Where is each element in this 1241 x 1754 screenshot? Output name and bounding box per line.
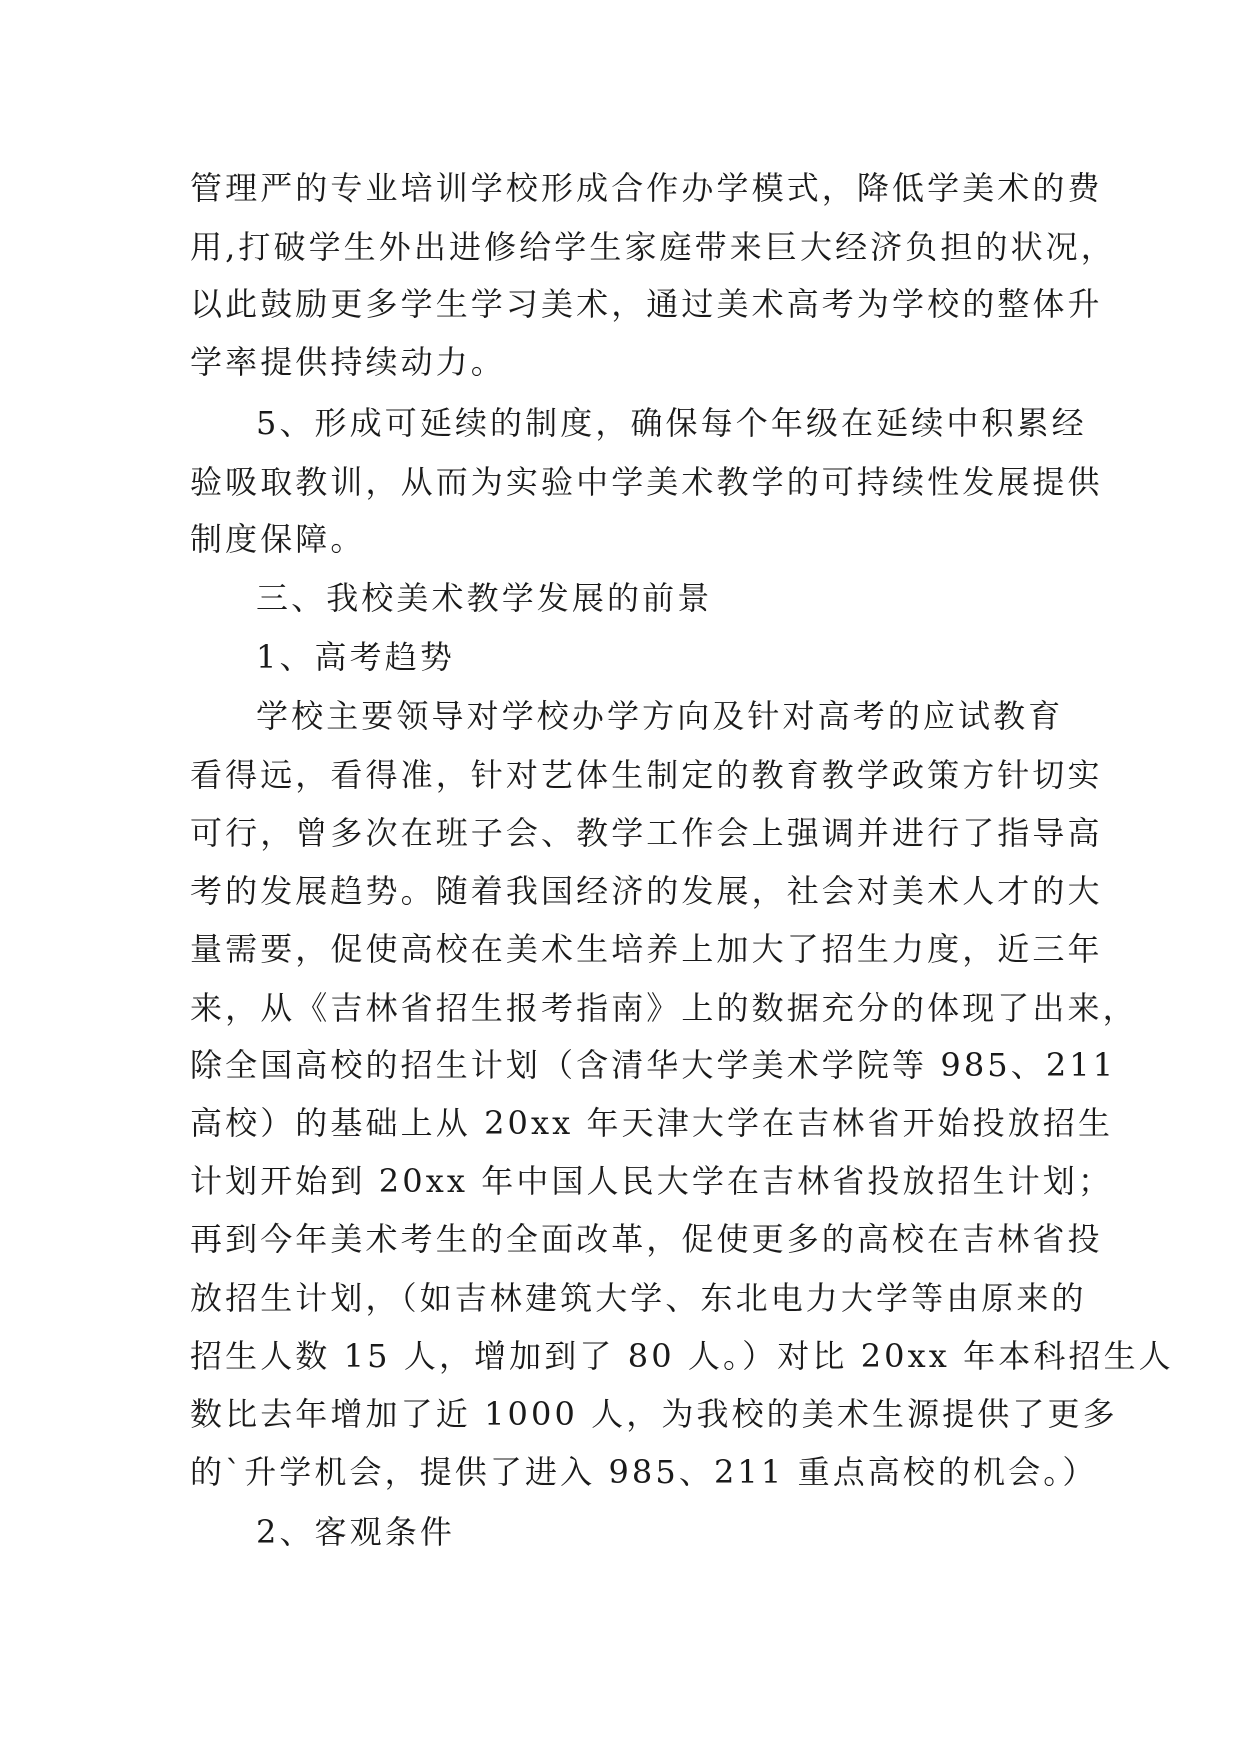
paragraph-line: 用,打破学生外出进修给学生家庭带来巨大经济负担的状况， [190, 228, 1116, 266]
paragraph-line: 放招生计划，（如吉林建筑大学、东北电力大学等由原来的 [190, 1279, 1087, 1317]
paragraph-line: 验吸取教训，从而为实验中学美术教学的可持续性发展提供 [190, 463, 1103, 501]
paragraph-line: 5、形成可延续的制度，确保每个年级在延续中积累经 [256, 404, 1087, 442]
paragraph-line: 的`升学机会，提供了进入 985、211 重点高校的机会。） [190, 1453, 1098, 1491]
paragraph-line: 再到今年美术考生的全面改革，促使更多的高校在吉林省投 [190, 1220, 1103, 1258]
paragraph-line: 学率提供持续动力。 [190, 343, 506, 381]
paragraph-line: 看得远，看得准，针对艺体生制定的教育教学政策方针切实 [190, 756, 1103, 794]
paragraph-line: 学校主要领导对学校办学方向及针对高考的应试教育 [256, 697, 1064, 735]
paragraph-line: 高校）的基础上从 20xx 年天津大学在吉林省开始投放招生 [190, 1104, 1114, 1142]
paragraph-line: 管理严的专业培训学校形成合作办学模式，降低学美术的费 [190, 169, 1103, 207]
paragraph-line: 可行，曾多次在班子会、教学工作会上强调并进行了指导高 [190, 814, 1103, 852]
subsection-heading: 2、客观条件 [256, 1513, 455, 1551]
section-heading: 三、我校美术教学发展的前景 [256, 579, 713, 617]
paragraph-line: 来，从《吉林省招生报考指南》上的数据充分的体现了出来， [190, 989, 1138, 1027]
paragraph-line: 除全国高校的招生计划（含清华大学美术学院等 985、211 [190, 1046, 1117, 1084]
subsection-heading: 1、高考趋势 [256, 638, 455, 676]
paragraph-line: 计划开始到 20xx 年中国人民大学在吉林省投放招生计划； [190, 1162, 1114, 1200]
paragraph-line: 以此鼓励更多学生学习美术，通过美术高考为学校的整体升 [190, 285, 1103, 323]
paragraph-line: 量需要，促使高校在美术生培养上加大了招生力度，近三年 [190, 930, 1103, 968]
paragraph-line: 考的发展趋势。随着我国经济的发展，社会对美术人才的大 [190, 872, 1103, 910]
paragraph-line: 数比去年增加了近 1000 人，为我校的美术生源提供了更多 [190, 1395, 1118, 1433]
paragraph-line: 招生人数 15 人，增加到了 80 人。）对比 20xx 年本科招生人 [190, 1337, 1174, 1375]
paragraph-line: 制度保障。 [190, 520, 366, 558]
